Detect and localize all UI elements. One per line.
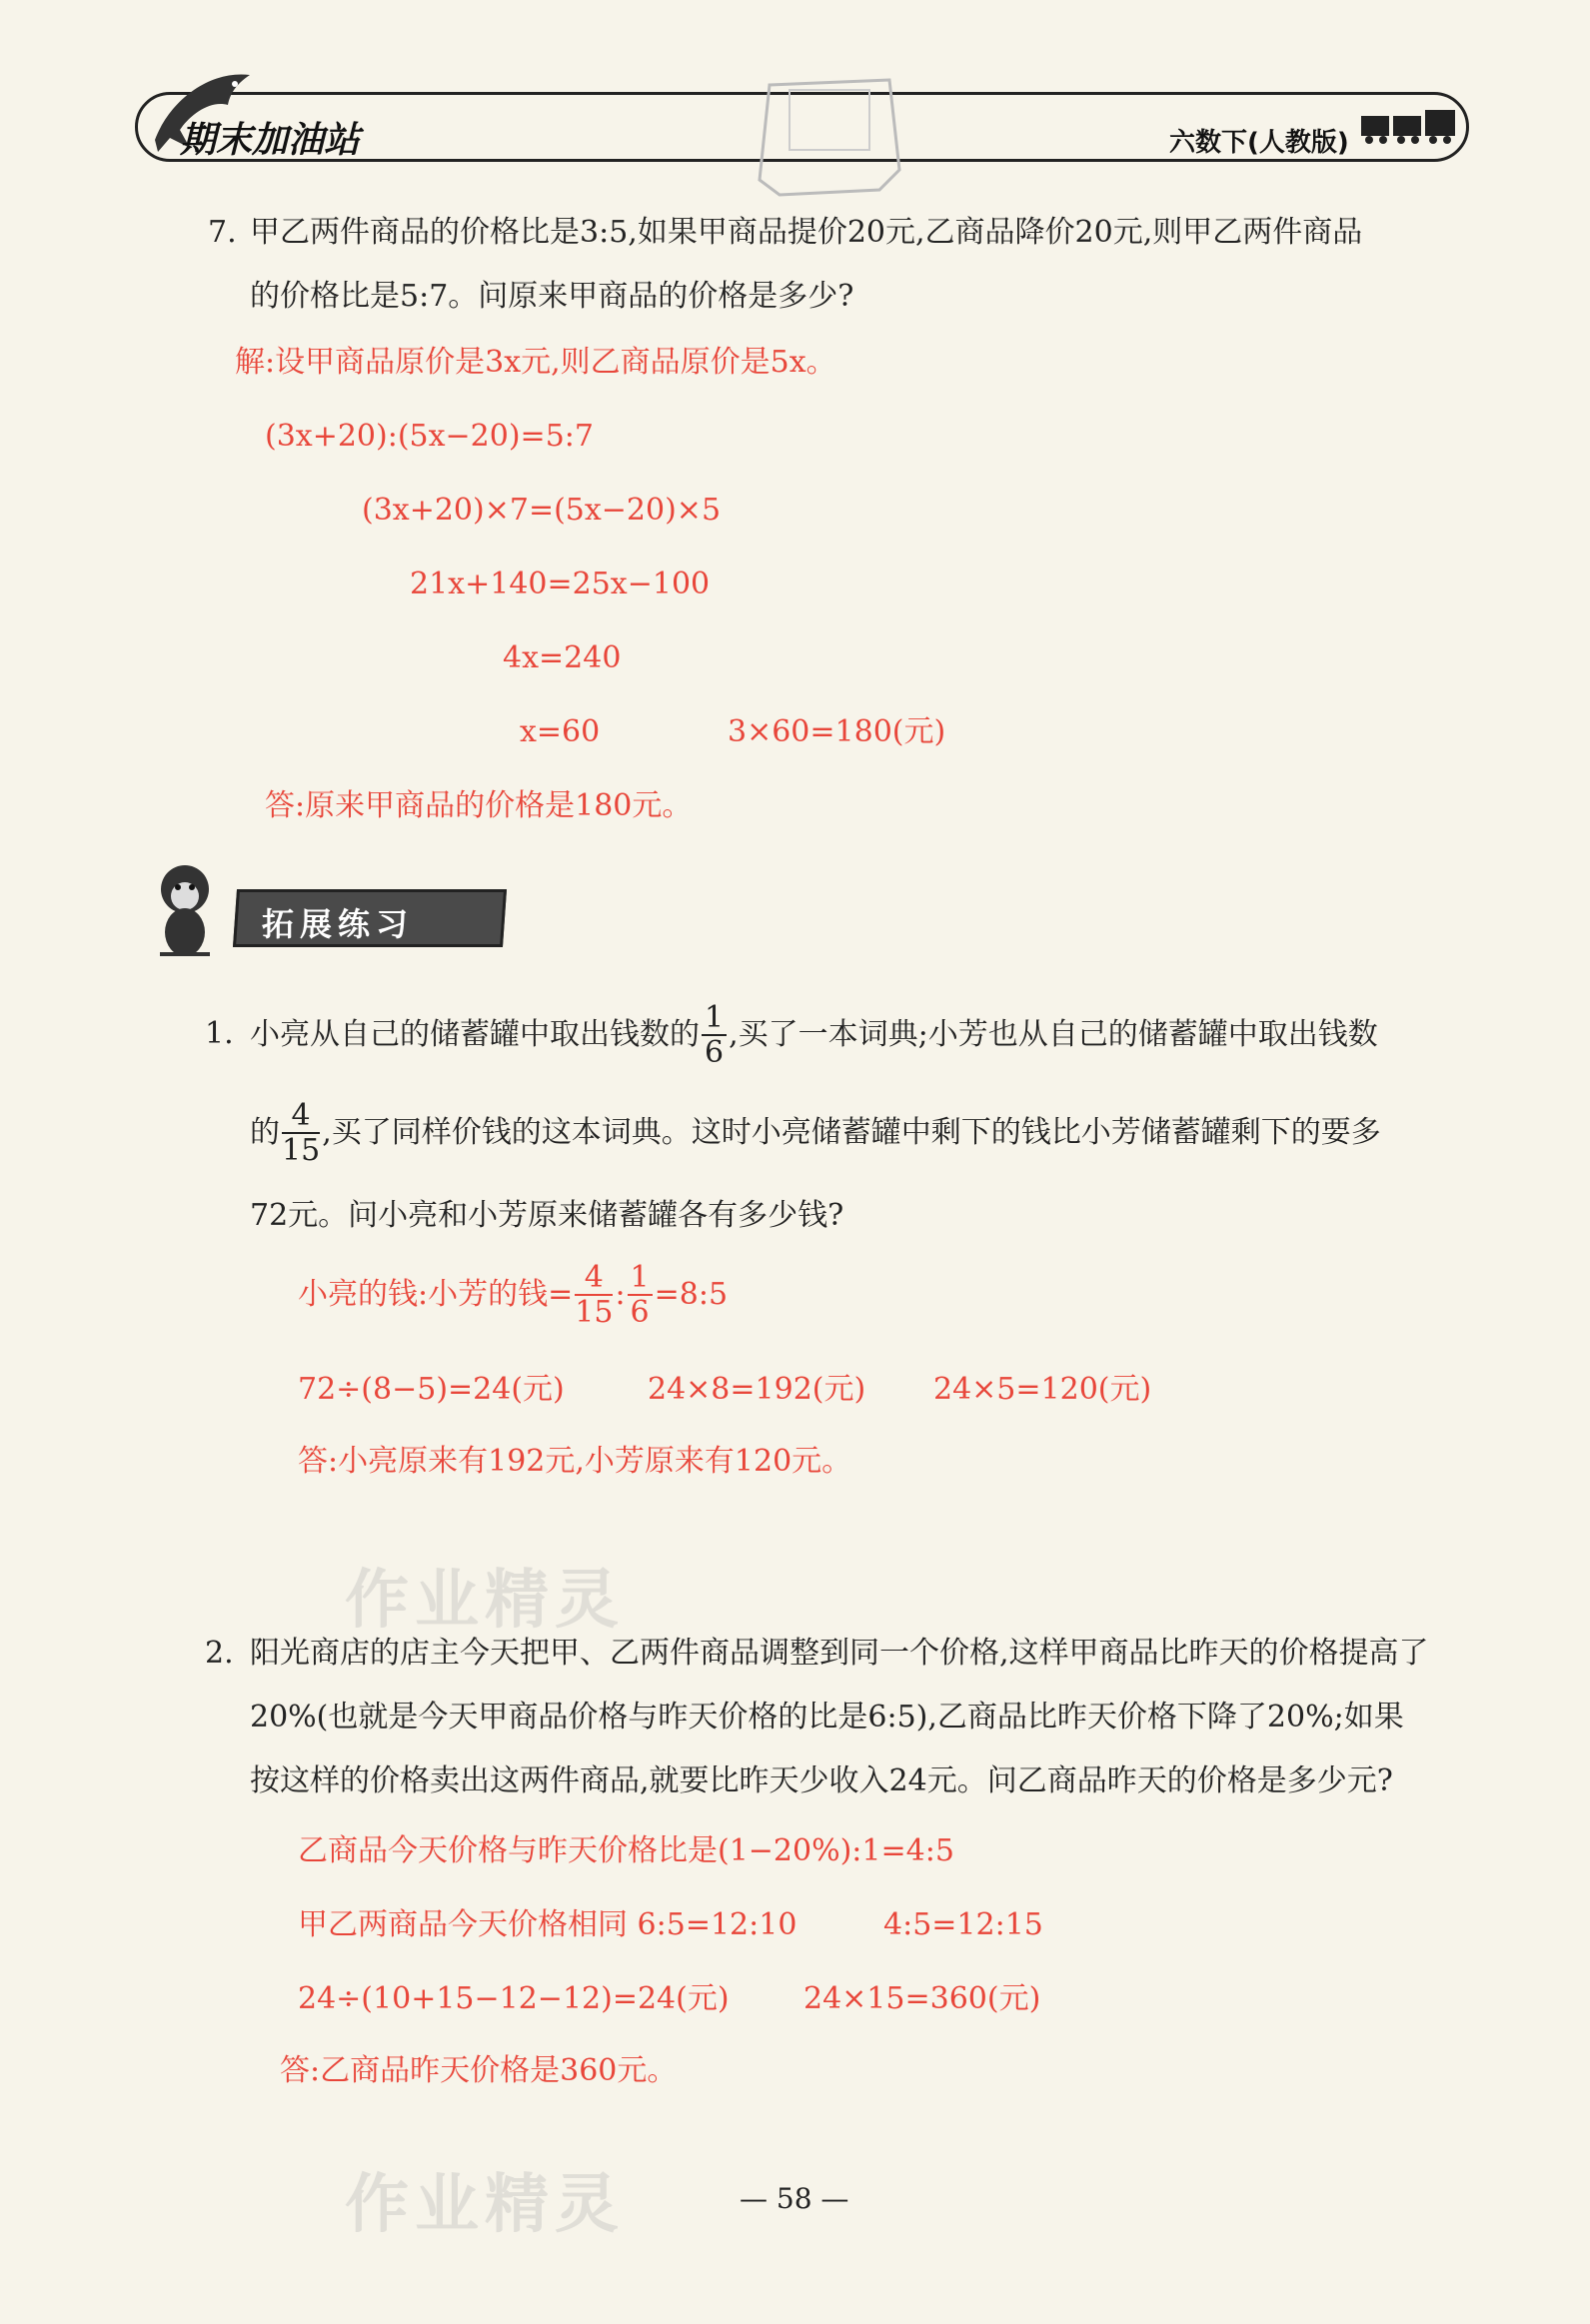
p2-answer: 答:乙商品昨天价格是360元。 (280, 2053, 678, 2088)
p1-solution-text: : (615, 1277, 626, 1312)
q7-solution-line: 4x=240 (503, 640, 622, 675)
q7-line1: 甲乙两件商品的价格比是3:5,如果甲商品提价20元,乙商品降价20元,则甲乙两件商品 (250, 215, 1363, 250)
p2-number: 2. (205, 1636, 234, 1671)
q7-number: 7. (208, 215, 237, 250)
p1-line1-text: 小亮从自己的储蓄罐中取出钱数的 (250, 1017, 700, 1052)
q7-solution-line: x=60 (520, 714, 601, 749)
q7-solution-line: 21x+140=25x−100 (410, 567, 711, 601)
p1-solution-line: 72÷(8−5)=24(元) (298, 1372, 565, 1407)
section-title: 拓展练习 (262, 905, 415, 943)
fraction-four-fifteenths: $\frac{4}{15}$ (282, 1098, 321, 1168)
q7-line2: 的价格比是5:7。问原来甲商品的价格是多少? (250, 279, 854, 314)
p1-solution-text: =8:5 (654, 1277, 729, 1312)
p2-line3: 按这样的价格卖出这两件商品,就要比昨天少收入24元。问乙商品昨天的价格是多少元? (250, 1763, 1393, 1798)
p2-solution-line: 乙商品今天价格与昨天价格比是(1−20%):1=4:5 (298, 1833, 954, 1868)
q7-solution-line: (3x+20):(5x−20)=5:7 (265, 419, 594, 454)
train-icon (1359, 106, 1459, 146)
p1-solution-line: 24×8=192(元) (648, 1372, 866, 1407)
q7-solution-line: 3×60=180(元) (728, 714, 946, 749)
watermark-text: 作业精灵 (345, 2168, 625, 2242)
p2-solution-line: 24÷(10+15−12−12)=24(元) (298, 1981, 730, 2016)
p2-line1: 阳光商店的店主今天把甲、乙两件商品调整到同一个价格,这样甲商品比昨天的价格提高了 (250, 1636, 1429, 1671)
p1-number: 1. (205, 1016, 234, 1051)
p2-solution-line: 甲乙两商品今天价格相同 6:5=12:10 (298, 1907, 797, 1942)
q7-solution-line: 解:设甲商品原价是3x元,则乙商品原价是5x。 (235, 345, 836, 380)
fraction-four-fifteenths: $\frac{4}{15}$ (575, 1260, 614, 1330)
p1-line1-text: ,买了一本词典;小芳也从自己的储蓄罐中取出钱数 (729, 1017, 1378, 1052)
header-grade: 六数下(人教版) (1169, 128, 1349, 158)
p2-solution-line: 4:5=12:15 (883, 1907, 1043, 1942)
p2-line2: 20%(也就是今天甲商品价格与昨天价格的比是6:5),乙商品比昨天价格下降了20%;如果 (250, 1700, 1404, 1735)
p1-line1 (250, 1001, 1378, 1069)
header-title: 期末加油站 (180, 120, 361, 161)
watermark-stamp-icon (750, 70, 909, 200)
p1-line2-text: 的 (250, 1115, 280, 1150)
p1-solution-ratio (298, 1261, 728, 1329)
q7-solution-line: (3x+20)×7=(5x−20)×5 (362, 493, 722, 528)
q7-answer: 答:原来甲商品的价格是180元。 (265, 788, 693, 823)
monkey-icon (140, 854, 230, 964)
page-number: — 58 — (740, 2182, 849, 2215)
watermark-text: 作业精灵 (345, 1564, 625, 1638)
fraction-one-sixth: $\frac{1}{6}$ (702, 1001, 727, 1069)
p2-solution-line: 24×15=360(元) (803, 1981, 1041, 2016)
p1-line2 (250, 1099, 1381, 1167)
p1-solution-line: 24×5=120(元) (933, 1372, 1152, 1407)
p1-answer: 答:小亮原来有192元,小芳原来有120元。 (298, 1444, 852, 1479)
p1-solution-text: 小亮的钱:小芳的钱= (298, 1277, 574, 1312)
p1-line2-text: ,买了同样价钱的这本词典。这时小亮储蓄罐中剩下的钱比小芳储蓄罐剩下的要多 (322, 1115, 1381, 1150)
fraction-one-sixth: $\frac{1}{6}$ (628, 1261, 653, 1329)
p1-line3: 72元。问小亮和小芳原来储蓄罐各有多少钱? (250, 1198, 844, 1233)
